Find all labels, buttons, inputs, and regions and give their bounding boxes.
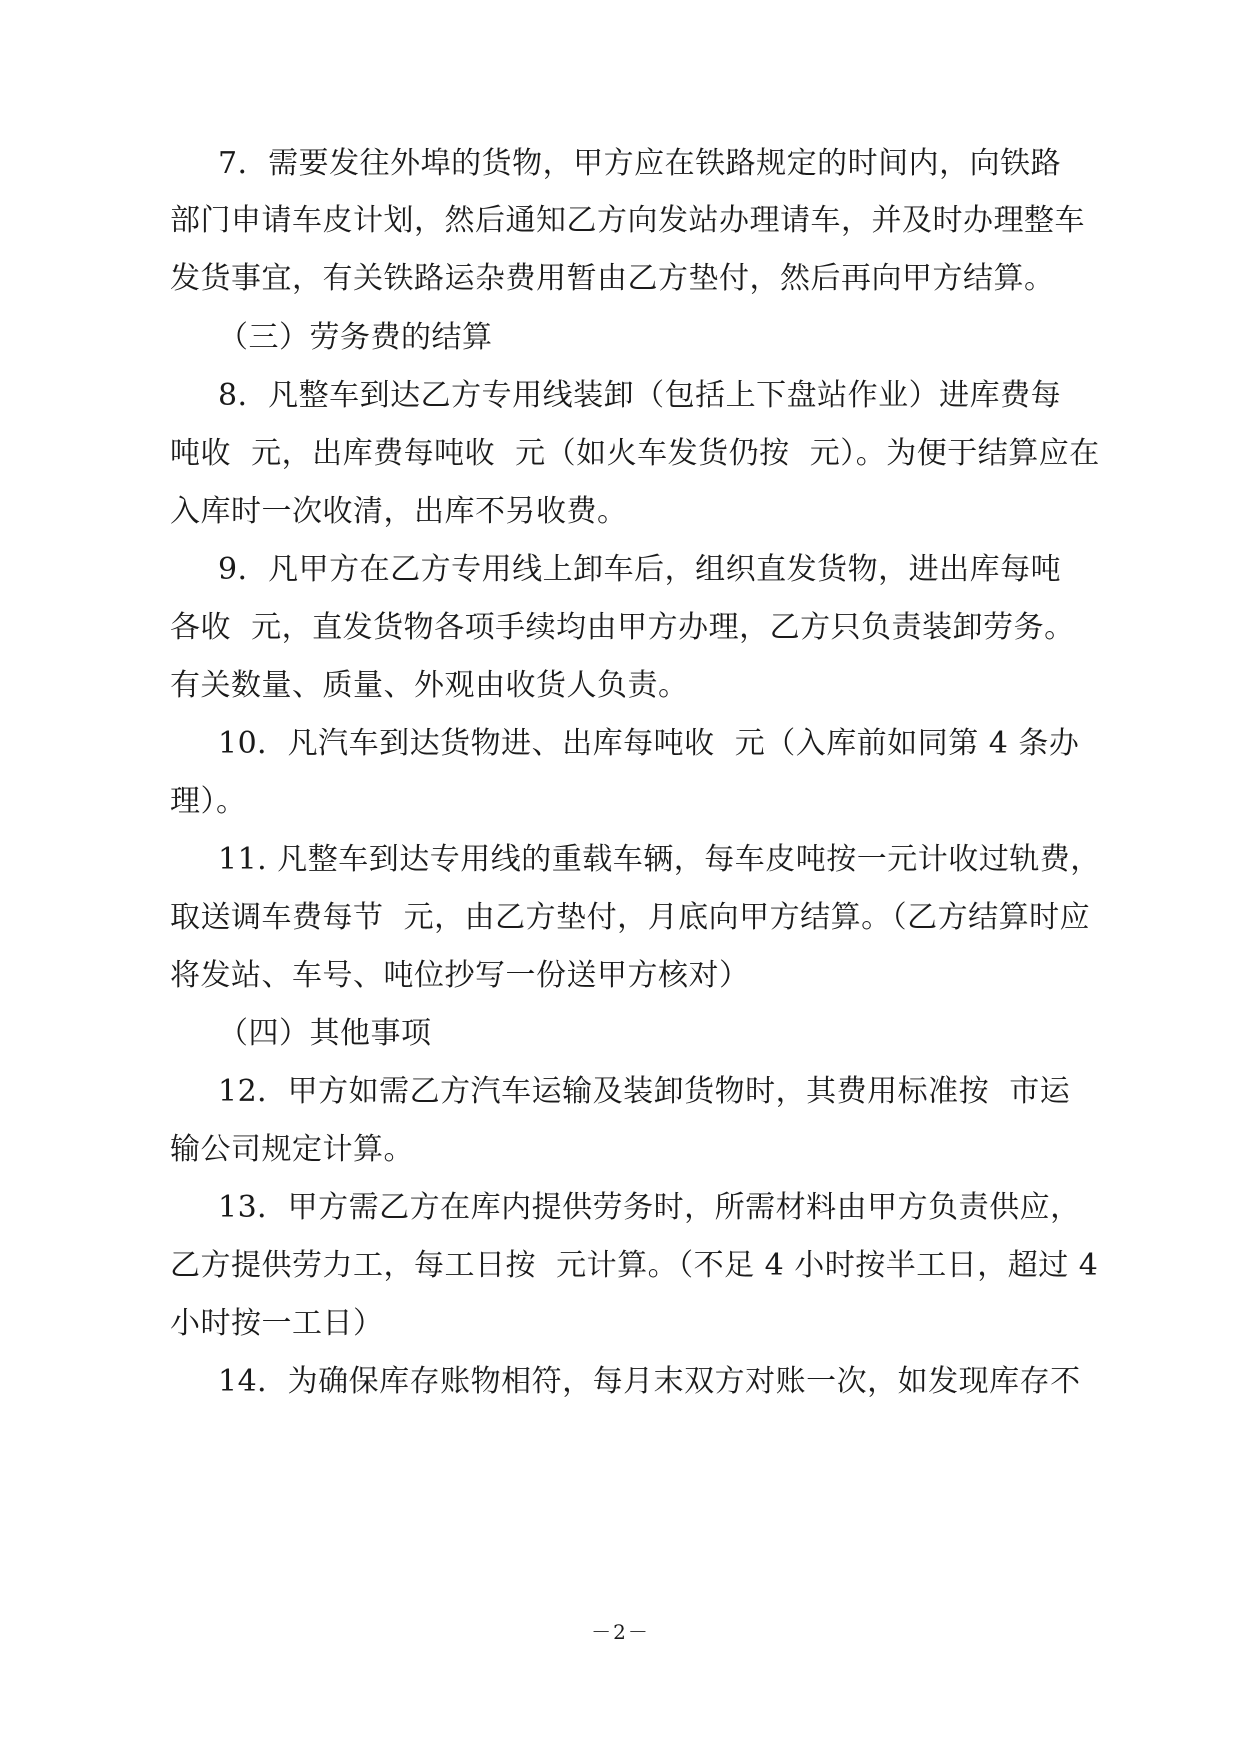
paragraph-line: 小时按一工日）	[170, 1306, 384, 1341]
paragraph-line: 9．凡甲方在乙方专用线上卸车后，组织直发货物，进出库每吨	[218, 552, 1062, 587]
paragraph-line: 8．凡整车到达乙方专用线装卸（包括上下盘站作业）进库费每	[218, 378, 1062, 413]
paragraph-line: 输公司规定计算。	[170, 1132, 414, 1167]
paragraph-line: 13．甲方需乙方在库内提供劳务时，所需材料由甲方负责供应，	[218, 1190, 1081, 1225]
paragraph-line: 11. 凡整车到达专用线的重载车辆，每车皮吨按一元计收过轨费，	[218, 842, 1101, 877]
paragraph-line: 7．需要发往外埠的货物，甲方应在铁路规定的时间内，向铁路	[218, 146, 1062, 181]
paragraph-line: 乙方提供劳力工，每工日按 元计算。（不足 4 小时按半工日，超过 4	[170, 1248, 1099, 1283]
page-number: －2－	[591, 1620, 650, 1644]
paragraph-line: 有关数量、质量、外观由收货人负责。	[170, 668, 689, 703]
section-heading: （三）劳务费的结算	[218, 320, 493, 355]
section-heading: （四）其他事项	[218, 1016, 432, 1051]
paragraph-line: 发货事宜，有关铁路运杂费用暂由乙方垫付，然后再向甲方结算。	[170, 261, 1055, 296]
paragraph-line: 12．甲方如需乙方汽车运输及装卸货物时，其费用标准按 市运	[218, 1074, 1071, 1109]
paragraph-line: 部门申请车皮计划，然后通知乙方向发站办理请车，并及时办理整车	[170, 203, 1085, 238]
paragraph-line: 入库时一次收清，出库不另收费。	[170, 494, 628, 529]
paragraph-line: 取送调车费每节 元，由乙方垫付，月底向甲方结算。（乙方结算时应	[170, 900, 1091, 935]
paragraph-line: 10．凡汽车到达货物进、出库每吨收 元（入库前如同第 4 条办	[218, 726, 1080, 761]
paragraph-line: 各收 元，直发货物各项手续均由甲方办理，乙方只负责装卸劳务。	[170, 610, 1075, 645]
paragraph-line: 14．为确保库存账物相符，每月末双方对账一次，如发现库存不	[218, 1364, 1081, 1399]
paragraph-line: 吨收 元，出库费每吨收 元（如火车发货仍按 元）。为便于结算应在	[170, 436, 1100, 471]
paragraph-line: 理）。	[170, 784, 247, 819]
paragraph-line: 将发站、车号、吨位抄写一份送甲方核对）	[170, 958, 750, 993]
